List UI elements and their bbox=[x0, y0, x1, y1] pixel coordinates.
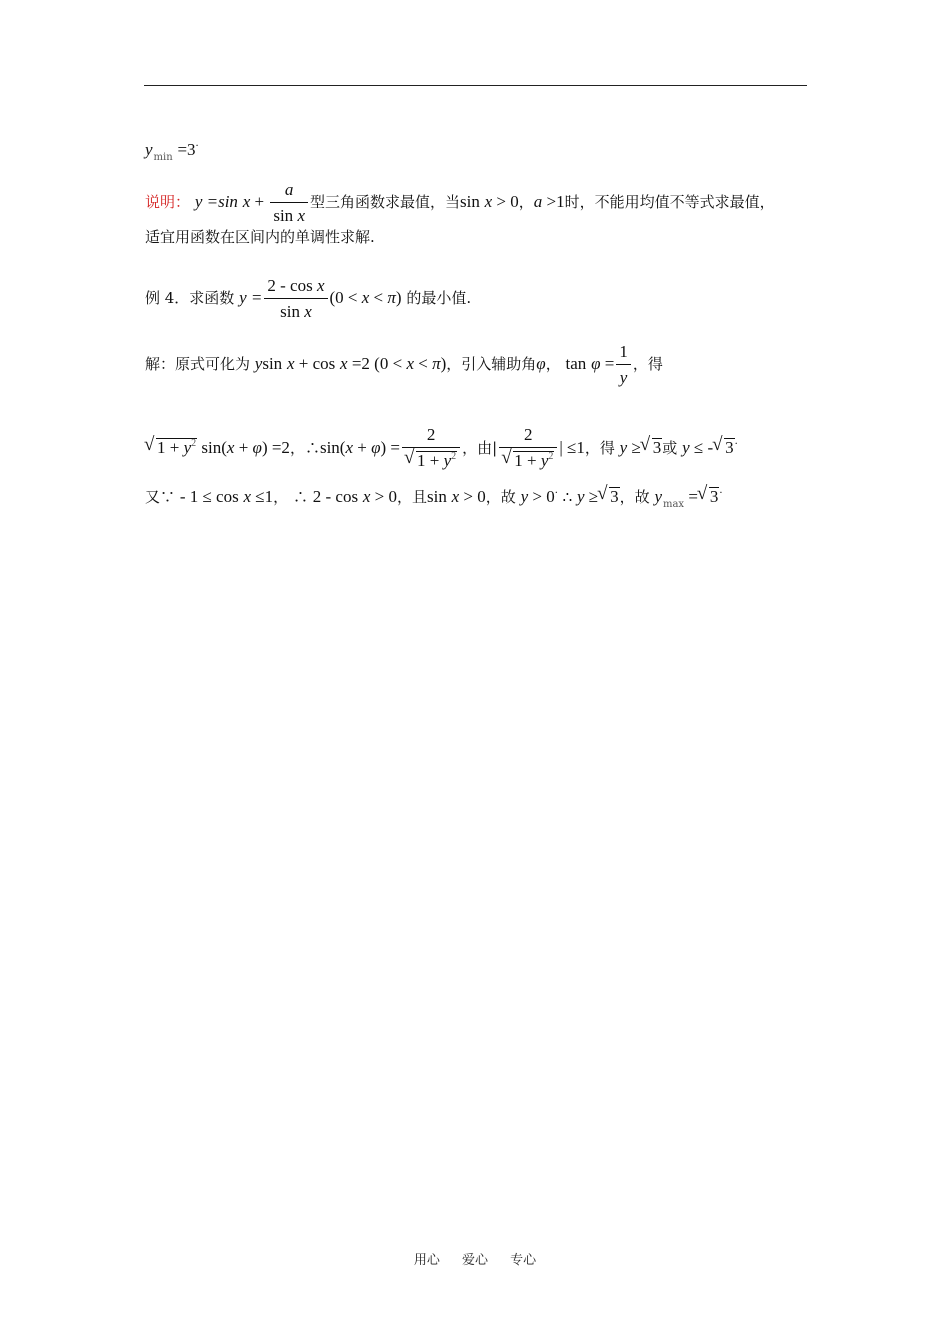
solution-tan-den: y bbox=[619, 368, 628, 387]
example4-domain-close: ) bbox=[395, 288, 402, 307]
conclusion-line: 又∵ - 1 ≤ cos x ≤1， ∴ 2 - cos x > 0，且sin x > 0，故 y > 0· ∴ y ≥ √ 3，故 $y_{max}$ = √ 3· bbox=[145, 483, 723, 510]
line4-because: ∵ bbox=[160, 488, 176, 506]
example4-text: 的最小值. bbox=[406, 289, 472, 307]
solution-phi: φ bbox=[536, 354, 546, 373]
rad1-y: y bbox=[183, 438, 192, 457]
solution-eq-close: ) bbox=[440, 354, 447, 373]
radical-sign: √ bbox=[144, 434, 155, 455]
line4-so: ，故 bbox=[485, 488, 516, 506]
line4-comma1: ， bbox=[273, 488, 289, 506]
sqrt-1-plus-y2 bbox=[144, 434, 197, 460]
line4-three2: 3 bbox=[709, 487, 719, 506]
line4-ineq-b: ≤1 bbox=[251, 487, 274, 506]
line3-y2: y bbox=[682, 438, 690, 457]
line3-frac2-den-sup: 2 bbox=[548, 451, 554, 462]
rad1-sup: 2 bbox=[191, 438, 197, 449]
line3-frac-num: 2 bbox=[402, 425, 460, 448]
line4-part2-x: x bbox=[362, 487, 371, 506]
line4-ymax-eq: = bbox=[684, 487, 698, 506]
solution-tan-eq: = bbox=[600, 354, 615, 373]
solution-eq-mid3: < bbox=[413, 354, 433, 373]
ymin-sub: min bbox=[153, 152, 173, 163]
ymin-var: y bbox=[145, 140, 153, 159]
line4-y1: y bbox=[520, 487, 529, 506]
remark-label: 说明 bbox=[145, 193, 176, 211]
line4-y1-rhs: > 0 bbox=[528, 487, 555, 506]
remark-frac-num: a bbox=[270, 180, 308, 203]
remark-fraction bbox=[270, 180, 308, 226]
solution-text3: ，得 bbox=[632, 355, 663, 373]
remark-cond1-rhs: > 0 bbox=[492, 192, 519, 211]
line3-sin2: sin( bbox=[319, 438, 346, 457]
line4-sin-x: x bbox=[451, 487, 460, 506]
line3-fraction-2: 2 √ $1 + y^2$ bbox=[499, 425, 557, 473]
line4-part2: 2 - cos bbox=[312, 487, 359, 506]
example4-num: 2 - cos bbox=[267, 276, 313, 295]
remark-frac-den-var: x bbox=[297, 206, 305, 225]
line4-sin-rhs: > 0 bbox=[459, 487, 486, 506]
remark-plus: + bbox=[250, 192, 269, 211]
solution-tan-num: 1 bbox=[616, 342, 631, 365]
example4-domain-open: (0 < bbox=[329, 288, 362, 307]
solution-eq-mid1: sin bbox=[262, 354, 283, 373]
solution-tan-phi: φ bbox=[591, 354, 601, 373]
line4-ineq-a: - 1 ≤ cos bbox=[179, 487, 239, 506]
line3-phi2: φ bbox=[371, 438, 381, 457]
solution-label: 解：原式可化为 bbox=[145, 355, 251, 373]
line4-part2-rhs: > 0 bbox=[370, 487, 397, 506]
remark-cond2-rhs: >1 bbox=[542, 192, 565, 211]
solution-eq-y: y bbox=[254, 354, 263, 373]
line3-fraction: 2 √ $1 + y^2$ bbox=[402, 425, 460, 473]
line4-so2: ，故 bbox=[619, 488, 650, 506]
solution-eq-x2: x bbox=[340, 354, 348, 373]
solution-text1: ，引入辅助角 bbox=[446, 355, 537, 373]
line4-sin: sin bbox=[427, 487, 447, 506]
line4-dot1: · bbox=[554, 488, 558, 499]
line3-eq3: ) = bbox=[380, 438, 401, 457]
remark-x1: x bbox=[242, 192, 251, 211]
line4-y2: y bbox=[577, 487, 585, 506]
footer-word-3: 专心 bbox=[510, 1253, 537, 1268]
example4-domain-pi: π bbox=[387, 288, 396, 307]
remark-eq-lhs: y =sin bbox=[194, 192, 238, 211]
line3-comma1: ， bbox=[289, 439, 305, 457]
header-rule bbox=[144, 85, 807, 86]
line4-dot2: · bbox=[719, 488, 723, 499]
line3-frac-den-sup: 2 bbox=[451, 451, 457, 462]
line4-again: 又 bbox=[145, 488, 161, 506]
line3-therefore: ∴ bbox=[304, 439, 320, 457]
line3-frac2-num: 2 bbox=[499, 425, 557, 448]
line3-x2: x bbox=[345, 438, 354, 457]
line3-geq: ≥ bbox=[627, 438, 641, 457]
line3-three1: 3 bbox=[652, 438, 662, 457]
line4-therefore2: ∴ bbox=[562, 488, 573, 506]
remark-line2-text: 适宜用函数在区间内的单调性求解. bbox=[145, 228, 375, 246]
line4-ymax-sub: max bbox=[662, 499, 685, 510]
solution-line bbox=[145, 342, 663, 388]
line3-x: x bbox=[226, 438, 235, 457]
page-footer bbox=[0, 1249, 950, 1268]
remark-cond2-var: a bbox=[533, 192, 543, 211]
solution-tan: tan bbox=[565, 354, 587, 373]
footer-word-1: 用心 bbox=[413, 1253, 440, 1268]
remark-text2: 时，不能用均值不等式求最值， bbox=[564, 193, 775, 211]
line4-and: ，且 bbox=[396, 488, 427, 506]
line3-abs-close: | ≤1 bbox=[559, 438, 585, 457]
remark-line-2 bbox=[145, 227, 375, 247]
line4-ymax: y bbox=[654, 487, 662, 506]
rad1-a: 1 + bbox=[157, 438, 184, 457]
line3-plus-phi: + bbox=[234, 438, 253, 457]
solution-eq-rhs: =2 (0 < bbox=[347, 354, 407, 373]
line4-therefore1: ∴ bbox=[292, 488, 308, 506]
ymin-rhs: =3 bbox=[177, 140, 196, 159]
derivation-line: √ $1 + y^2$ sin(x + φ) =2，∴sin(x + φ) = 2 √ $1 + y^2$ ，由| 2 √ $1 + y^2$ | ≤1，得 y ≥ √ 3或 y ≤ - √ 3· bbox=[145, 425, 738, 473]
solution-eq-x3: x bbox=[406, 354, 414, 373]
line3-frac-den-a: 1 + bbox=[417, 451, 444, 470]
example4-domain-mid: < bbox=[369, 288, 388, 307]
solution-eq-pi: π bbox=[432, 354, 441, 373]
line3-y1: y bbox=[619, 438, 628, 457]
line3-or: 或 bbox=[662, 439, 678, 457]
remark-comma: ， bbox=[518, 193, 534, 211]
remark-line-1 bbox=[145, 180, 775, 226]
solution-text2: ， bbox=[545, 355, 561, 373]
example4-domain-x: x bbox=[361, 288, 370, 307]
line3-eq2: ) =2 bbox=[261, 438, 290, 457]
line3-sin-part: sin( bbox=[197, 438, 227, 457]
line3-text-by: ，由| bbox=[462, 439, 498, 457]
line3-frac2-den-y: y bbox=[540, 451, 549, 470]
line3-three2: 3 bbox=[725, 438, 734, 457]
footer-word-2: 爱心 bbox=[461, 1253, 488, 1268]
example4-num-var: x bbox=[316, 276, 325, 295]
line3-phi: φ bbox=[252, 438, 262, 457]
example4-den-var: x bbox=[304, 302, 312, 321]
line4-geq: ≥ bbox=[584, 487, 599, 506]
line4-ineq-x: x bbox=[243, 487, 252, 506]
line3-frac-den-y: y bbox=[443, 451, 452, 470]
line3-dot: · bbox=[734, 439, 738, 450]
remark-frac-den-fn: sin bbox=[273, 206, 294, 225]
line3-plus2: + bbox=[353, 438, 372, 457]
remark-cond1-fn: sin bbox=[460, 192, 480, 211]
example4-fraction bbox=[264, 276, 327, 322]
ymin-line bbox=[145, 140, 199, 163]
line3-text-get: ，得 bbox=[584, 439, 615, 457]
solution-tan-fraction bbox=[616, 342, 631, 388]
solution-eq-x1: x bbox=[286, 354, 295, 373]
remark-text1: 型三角函数求最值，当 bbox=[309, 193, 460, 211]
example4-lhs: y = bbox=[239, 288, 263, 307]
line4-three1: 3 bbox=[610, 487, 619, 506]
line3-frac2-den-a: 1 + bbox=[514, 451, 541, 470]
line3-leq: ≤ - bbox=[689, 438, 714, 457]
example4-label: 例 4．求函数 bbox=[145, 289, 235, 307]
solution-eq-mid2: + cos bbox=[294, 354, 336, 373]
remark-colon: ： bbox=[175, 193, 191, 211]
remark-cond1-var: x bbox=[484, 192, 493, 211]
example4-den: sin bbox=[280, 302, 300, 321]
example4-line bbox=[145, 276, 471, 322]
ymin-dot: · bbox=[195, 141, 199, 152]
